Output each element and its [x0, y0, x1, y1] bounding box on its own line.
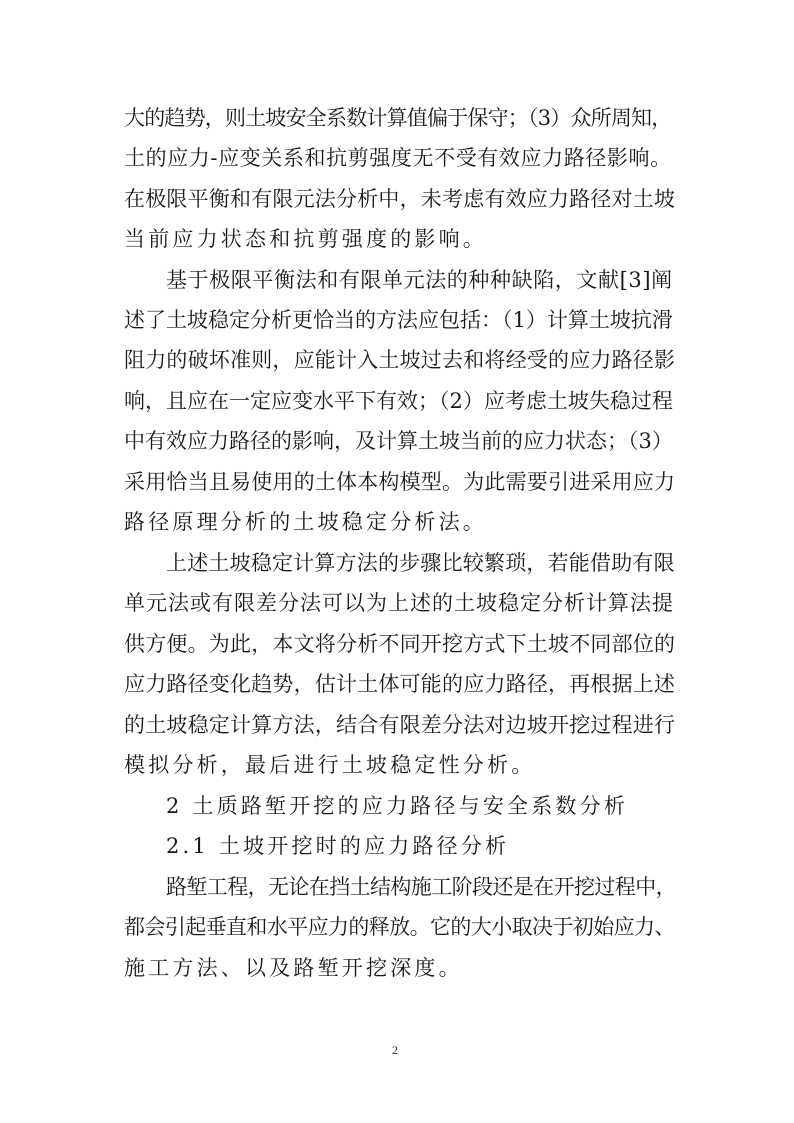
paragraph-first-line: 基于极限平衡法和有限单元法的种种缺陷，文献[3]阐: [166, 268, 673, 292]
text-line: 都会引起垂直和水平应力的释放。它的大小取决于初始应力、: [124, 915, 675, 939]
text-line: 阻力的破坏准则，应能计入土坡过去和将经受的应力路径影: [124, 348, 676, 372]
section-heading: 2 土质路堑开挖的应力路径与安全系数分析: [166, 794, 629, 818]
text-line: 响，且应在一定应变水平下有效；（2）应考虑土坡失稳过程: [124, 389, 673, 413]
text-line: 采用恰当且易使用的土体本构模型。为此需要引进采用应力: [124, 470, 676, 494]
text-line: 施工方法、以及路堑开挖深度。: [124, 956, 463, 980]
text-line: 应力路径变化趋势，估计土体可能的应力路径，再根据上述: [124, 672, 676, 696]
text-line: 路径原理分析的土坡稳定分析法。: [124, 510, 487, 534]
text-line: 土的应力-应变关系和抗剪强度无不受有效应力路径影响。: [124, 146, 672, 170]
text-line: 的土坡稳定计算方法，结合有限差分法对边坡开挖过程进行: [124, 713, 676, 737]
text-line: 模拟分析，最后进行土坡稳定性分析。: [124, 753, 536, 777]
text-line: 述了土坡稳定分析更恰当的方法应包括：（1）计算土坡抗滑: [124, 308, 673, 332]
text-line: 中有效应力路径的影响，及计算土坡当前的应力状态；（3）: [124, 429, 673, 453]
text-line: 当前应力状态和抗剪强度的影响。: [124, 227, 487, 251]
paragraph-first-line: 路堑工程，无论在挡土结构施工阶段还是在开挖过程中，: [166, 875, 676, 899]
text-line: 供方便。为此，本文将分析不同开挖方式下土坡不同部位的: [124, 632, 676, 656]
page-number: 2: [392, 1043, 398, 1057]
text-line: 在极限平衡和有限元法分析中，未考虑有效应力路径对土坡: [124, 187, 676, 211]
text-line: 单元法或有限差分法可以为上述的土坡稳定分析计算法提: [124, 591, 674, 615]
text-line: 大的趋势，则土坡安全系数计算值偏于保守；（3）众所周知，: [124, 106, 672, 130]
subsection-heading: 2.1 土坡开挖时的应力路径分析: [166, 834, 510, 858]
paragraph-first-line: 上述土坡稳定计算方法的步骤比较繁琐，若能借助有限: [166, 551, 675, 575]
